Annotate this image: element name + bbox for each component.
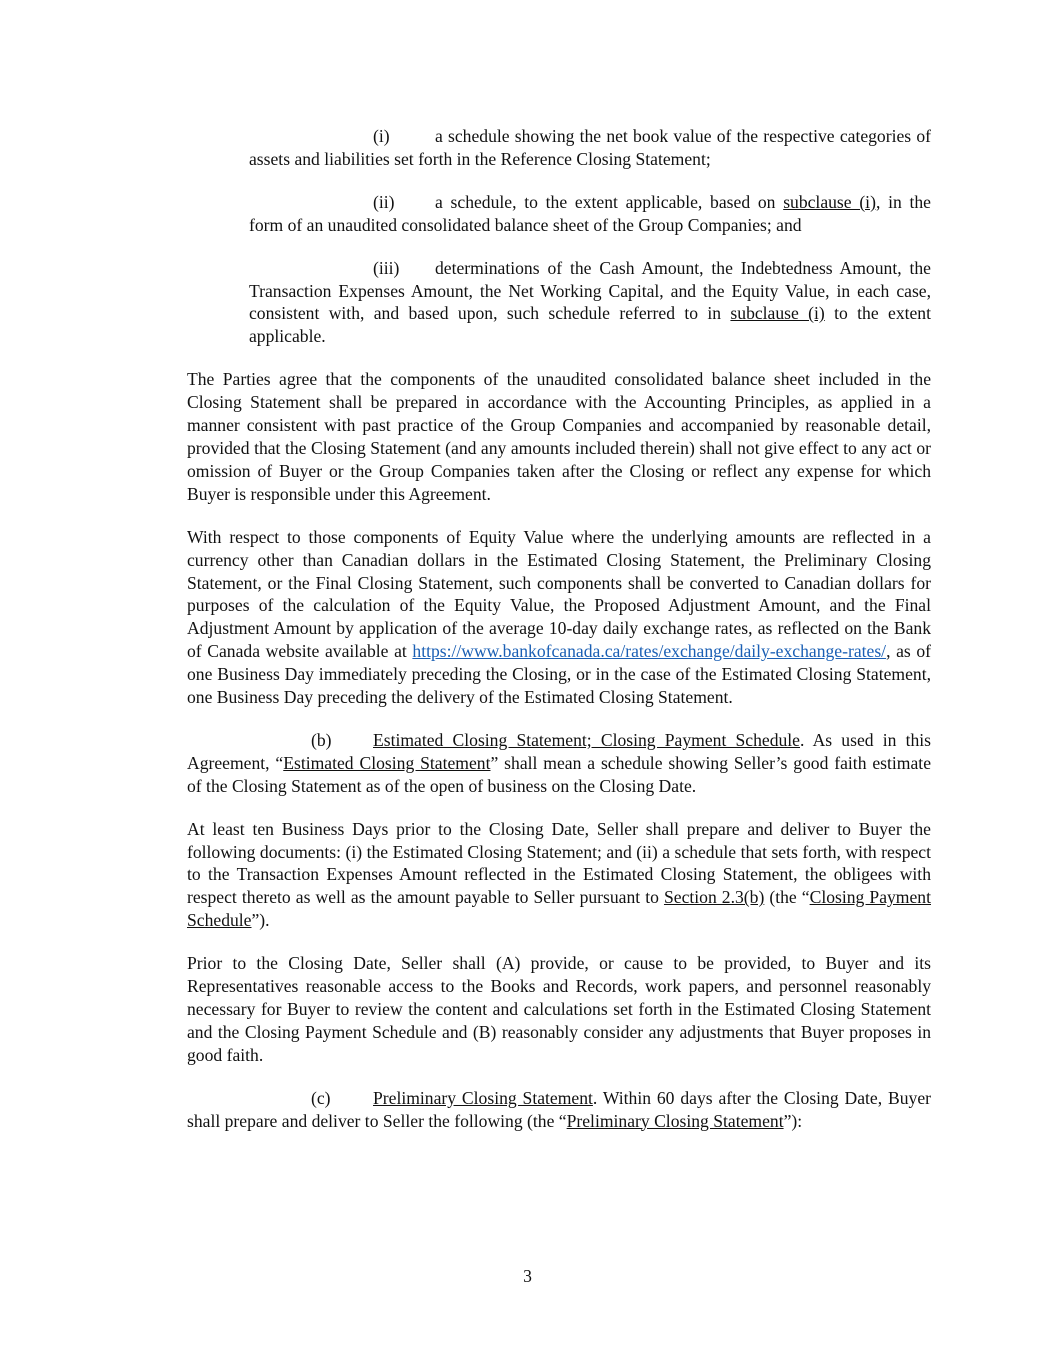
- section-b: [187, 729, 931, 798]
- subclause-number: (ii): [373, 191, 395, 212]
- subclause-text: , in the form of an unaudited consolidated balance sheet of the Group Companies; and: [249, 191, 931, 235]
- section-text: . Within 60 days after the Closing Date, Buyer shall prepare and deliver to Seller the following (the “: [187, 1087, 931, 1131]
- paragraph-text: At least ten Business Days prior to the Closing Date, Seller shall prepare and deliver to Buyer the following documents: (i) the Estimated Closing Statement; and (ii) a schedule that sets forth, with respect to the Transaction Expenses Amount reflected in the Estimated Closing Statement, the obligees with respect thereto as well as the amount payable to Seller pursuant to: [187, 818, 931, 908]
- cross-reference: subclause (i): [783, 191, 876, 212]
- cross-reference: Section 2.3(b): [663, 887, 765, 908]
- subclause-number: (iii): [373, 257, 400, 278]
- paragraph-text: With respect to those components of Equity Value where the underlying amounts are reflected in a currency other than Canadian dollars in the Estimated Closing Statement, the Preliminary Closing Statement, or the Final Closing Statement, such components shall be converted to Canadian dollars for purposes of the calculation of the Equity Value, the Proposed Adjustment Amount, and the Final Adjustment Amount by application of the average 10-day daily exchange rates, as reflected on the Bank of Canada website available at: [187, 526, 931, 662]
- section-number: (c): [311, 1087, 331, 1108]
- paragraph-parties-agree: The Parties agree that the components of the unaudited consolidated balance sheet included in the Closing Statement shall be prepared in accordance with the Accounting Principles, as applied in a manner consistent with past practice of the Group Companies and accompanied by reasonable detail, provided that the Closing Statement (and any amounts included therein) shall not give effect to any act or omission of Buyer or the Group Companies taken after the Closing or reflect any expense for which Buyer is responsible under this Agreement.: [187, 369, 931, 504]
- cross-reference: subclause (i): [730, 303, 825, 324]
- paragraph-at-least-ten-days: [187, 818, 931, 933]
- subclause-ii: [249, 191, 931, 237]
- subclause-number: (i): [373, 126, 390, 146]
- section-text: . As used in this Agreement, “: [187, 729, 931, 773]
- section-text: ”):: [783, 1110, 803, 1131]
- paragraph-text: , as of one Business Day immediately preceding the Closing, or in the case of the Estimated Closing Statement, one Business Day preceding the delivery of the Estimated Closing Statement.: [187, 641, 932, 708]
- subclause-text: determinations of the Cash Amount, the Indebtedness Amount, the Transaction Expenses Amount, the Net Working Capital, and the Equity Value, in each case, consistent with, and based upon, such schedule referred to in: [249, 257, 931, 324]
- subclause-iii: [249, 257, 931, 349]
- section-number: (b): [311, 729, 332, 750]
- paragraph-text: ”).: [251, 910, 270, 931]
- bank-of-canada-link[interactable]: https://www.bankofcanada.ca/rates/exchange/daily-exchange-rates/: [412, 641, 887, 662]
- section-heading: Estimated Closing Statement; Closing Payment Schedule: [373, 729, 800, 750]
- defined-term: Closing Payment Schedule: [187, 887, 931, 931]
- document-body: [187, 125, 931, 1153]
- subclause-i: [249, 125, 931, 171]
- subclause-text: to the extent applicable.: [249, 303, 931, 347]
- paragraph-prior-to-closing: Prior to the Closing Date, Seller shall (A) provide, or cause to be provided, to Buyer and its Representatives reasonable access to the Books and Records, work papers, and personnel reasonably necessary for Buyer to review the content and calculations set forth in the Estimated Closing Statement and the Closing Payment Schedule and (B) reasonably consider any adjustments that Buyer proposes in good faith.: [187, 953, 931, 1065]
- subclause-text: a schedule, to the extent applicable, based on: [435, 191, 784, 212]
- section-text: ” shall mean a schedule showing Seller’s good faith estimate of the Closing Statement as of the open of business on the Closing Date.: [187, 752, 931, 796]
- paragraph-text: (the “: [764, 887, 810, 908]
- defined-term: Estimated Closing Statement: [283, 752, 491, 773]
- section-heading: Preliminary Closing Statement: [373, 1087, 593, 1108]
- subclause-text: a schedule showing the net book value of the respective categories of assets and liabilities set forth in the Reference Closing Statement;: [249, 126, 931, 169]
- page-number: 3: [523, 1266, 532, 1286]
- paragraph-currency-conversion: [187, 526, 931, 709]
- section-c: [187, 1087, 931, 1133]
- defined-term: Preliminary Closing Statement: [566, 1110, 784, 1131]
